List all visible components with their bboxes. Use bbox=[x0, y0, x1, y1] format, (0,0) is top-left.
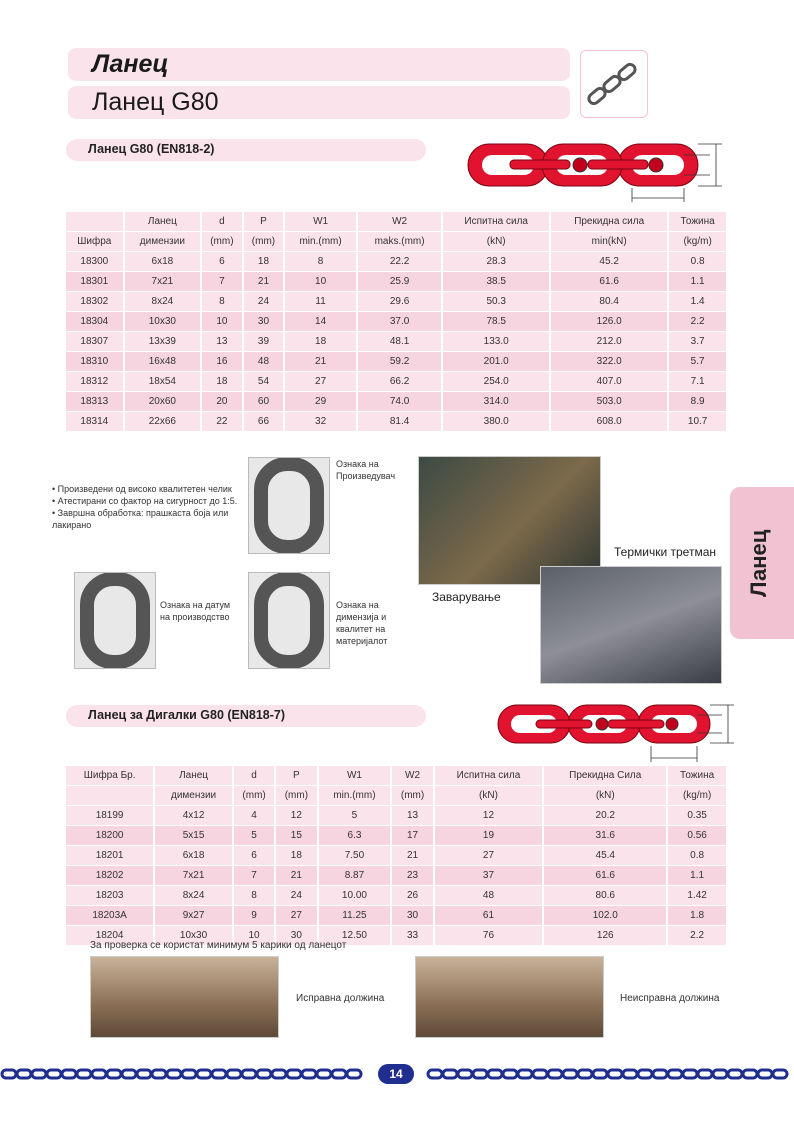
table-2-body bbox=[66, 806, 726, 946]
chain-link-photo-producer bbox=[248, 457, 330, 554]
table-1-cell: 22 bbox=[201, 412, 243, 432]
table-2-cell: 4x12 bbox=[154, 806, 233, 826]
table-row bbox=[66, 372, 726, 392]
table-2-cell: 9 bbox=[233, 906, 275, 926]
chain-link-icon bbox=[653, 1070, 667, 1078]
t2-h1-0: Шифра Бр. bbox=[66, 766, 154, 786]
table-1-cell: 10x30 bbox=[124, 312, 201, 332]
section-1-bar bbox=[66, 139, 426, 161]
correct-length-photo bbox=[90, 956, 279, 1038]
table-row bbox=[66, 806, 726, 826]
chain-link-icon bbox=[152, 1070, 166, 1078]
table-row bbox=[66, 412, 726, 432]
chain-icon bbox=[581, 51, 647, 117]
chain-link-icon bbox=[62, 1070, 76, 1078]
chain-link-icon bbox=[75, 573, 155, 668]
t1-h2-2: (mm) bbox=[201, 232, 243, 252]
table-1-cell: 16x48 bbox=[124, 352, 201, 372]
chain-link-icon bbox=[332, 1070, 346, 1078]
chain-link-icon bbox=[17, 1070, 31, 1078]
table-2-cell: 2.2 bbox=[667, 926, 726, 946]
chain-link-icon bbox=[77, 1070, 91, 1078]
feature-bullet: • Произведени од високо квалитетен челик bbox=[52, 484, 232, 494]
table-1-cell: 1.4 bbox=[668, 292, 726, 312]
chain-link-icon bbox=[287, 1070, 301, 1078]
table-2-cell: 18204 bbox=[66, 926, 154, 946]
table-2-cell: 31.6 bbox=[543, 826, 667, 846]
table-row bbox=[66, 392, 726, 412]
chain-link-icon bbox=[743, 1070, 757, 1078]
chain-link-icon bbox=[47, 1070, 61, 1078]
table-row bbox=[66, 252, 726, 272]
t1-h1-4: W1 bbox=[284, 212, 357, 232]
table-2-cell: 20.2 bbox=[543, 806, 667, 826]
section-2-title: Ланец за Дигалки G80 (EN818-7) bbox=[88, 708, 286, 722]
chain-link-icon bbox=[249, 573, 329, 668]
table-2-cell: 9x27 bbox=[154, 906, 233, 926]
page-subtitle: Ланец G80 bbox=[92, 88, 219, 116]
chain-link-icon bbox=[197, 1070, 211, 1078]
welding-caption: Заварување bbox=[432, 590, 501, 604]
table-2-cell: 80.6 bbox=[543, 886, 667, 906]
t1-h2-0: Шифра bbox=[66, 232, 124, 252]
t1-h2-8: (kg/m) bbox=[668, 232, 726, 252]
chain-link-icon bbox=[548, 1070, 562, 1078]
title-bar bbox=[68, 48, 570, 81]
table-1-cell: 81.4 bbox=[357, 412, 442, 432]
table-2-cell: 6.3 bbox=[318, 826, 392, 846]
table-2-cell: 6 bbox=[233, 846, 275, 866]
table-1-cell: 322.0 bbox=[550, 352, 668, 372]
table-2-cell: 27 bbox=[434, 846, 544, 866]
table-1-cell: 5.7 bbox=[668, 352, 726, 372]
table-1-cell: 608.0 bbox=[550, 412, 668, 432]
table-1-cell: 30 bbox=[243, 312, 285, 332]
table-1-cell: 20x60 bbox=[124, 392, 201, 412]
t2-h1-2: d bbox=[233, 766, 275, 786]
table-1-cell: 24 bbox=[243, 292, 285, 312]
table-1-cell: 10 bbox=[201, 312, 243, 332]
table-2-cell: 126 bbox=[543, 926, 667, 946]
footer-chain-left bbox=[0, 1068, 366, 1080]
table-2-cell: 18199 bbox=[66, 806, 154, 826]
table-2-cell: 7x21 bbox=[154, 866, 233, 886]
table-1-cell: 6x18 bbox=[124, 252, 201, 272]
incorrect-length-photo bbox=[415, 956, 604, 1038]
table-1-cell: 8x24 bbox=[124, 292, 201, 312]
t1-h2-6: (kN) bbox=[442, 232, 550, 252]
t1-h1-0 bbox=[66, 212, 124, 232]
table-1-cell: 66.2 bbox=[357, 372, 442, 392]
table-2-cell: 7.50 bbox=[318, 846, 392, 866]
mark-producer-label: Ознака на Произведувач bbox=[336, 459, 396, 481]
table-1-cell: 18 bbox=[201, 372, 243, 392]
table-2-cell: 33 bbox=[391, 926, 433, 946]
table-1-cell: 37.0 bbox=[357, 312, 442, 332]
table-2-cell: 18 bbox=[275, 846, 317, 866]
table-1-body bbox=[66, 252, 726, 432]
table-1-cell: 18 bbox=[243, 252, 285, 272]
t2-h1-3: P bbox=[275, 766, 317, 786]
table-1-cell: 314.0 bbox=[442, 392, 550, 412]
chain-link-icon bbox=[623, 1070, 637, 1078]
feature-bullet: • Завршна обработка: прашкаста боја или лакирано bbox=[52, 508, 229, 530]
table-1-cell: 7.1 bbox=[668, 372, 726, 392]
table-1-cell: 78.5 bbox=[442, 312, 550, 332]
table-2-cell: 37 bbox=[434, 866, 544, 886]
table-1-cell: 18300 bbox=[66, 252, 124, 272]
t2-h2-6: (kN) bbox=[434, 786, 544, 806]
table-1-cell: 7x21 bbox=[124, 272, 201, 292]
t2-h1-5: W2 bbox=[391, 766, 433, 786]
table-1-cell: 48.1 bbox=[357, 332, 442, 352]
table-1-cell: 28.3 bbox=[442, 252, 550, 272]
chain-link-icon bbox=[713, 1070, 727, 1078]
section-1-title: Ланец G80 (EN818-2) bbox=[88, 142, 215, 156]
table-1-cell: 254.0 bbox=[442, 372, 550, 392]
chain-link-icon bbox=[518, 1070, 532, 1078]
chain-link-icon bbox=[773, 1070, 787, 1078]
table-1-cell: 8 bbox=[284, 252, 357, 272]
chain-logo bbox=[580, 50, 648, 118]
table-row bbox=[66, 846, 726, 866]
table-1-cell: 10 bbox=[284, 272, 357, 292]
table-1-cell: 25.9 bbox=[357, 272, 442, 292]
table-1-cell: 74.0 bbox=[357, 392, 442, 412]
table-1-cell: 7 bbox=[201, 272, 243, 292]
chain-link-icon bbox=[683, 1070, 697, 1078]
table-1-cell: 2.2 bbox=[668, 312, 726, 332]
chain-link-icon bbox=[212, 1070, 226, 1078]
chain-link-icon bbox=[32, 1070, 46, 1078]
table-row bbox=[66, 292, 726, 312]
table-1-cell: 18314 bbox=[66, 412, 124, 432]
table-2-cell: 0.35 bbox=[667, 806, 726, 826]
t2-h1-1: Ланец bbox=[154, 766, 233, 786]
table-row bbox=[66, 312, 726, 332]
table-2-cell: 18203 bbox=[66, 886, 154, 906]
t1-h2-3: (mm) bbox=[243, 232, 285, 252]
table-1-cell: 407.0 bbox=[550, 372, 668, 392]
table-1-cell: 18313 bbox=[66, 392, 124, 412]
chain-link-icon bbox=[608, 1070, 622, 1078]
table-2-cell: 11.25 bbox=[318, 906, 392, 926]
t2-h2-3: (mm) bbox=[275, 786, 317, 806]
t1-h2-7: min(kN) bbox=[550, 232, 668, 252]
table-2-cell: 15 bbox=[275, 826, 317, 846]
table-1-cell: 18312 bbox=[66, 372, 124, 392]
table-2-cell: 5 bbox=[318, 806, 392, 826]
table-2-cell: 10.00 bbox=[318, 886, 392, 906]
table-2-cell: 61 bbox=[434, 906, 544, 926]
chain-link-icon bbox=[302, 1070, 316, 1078]
t1-h2-1: димензии bbox=[124, 232, 201, 252]
t1-h1-8: Тожина bbox=[668, 212, 726, 232]
table-2-header-row-1 bbox=[66, 766, 726, 786]
chain-link-icon bbox=[473, 1070, 487, 1078]
table-2-cell: 21 bbox=[275, 866, 317, 886]
table-1-cell: 80.4 bbox=[550, 292, 668, 312]
chain-link-icon bbox=[317, 1070, 331, 1078]
table-1-cell: 212.0 bbox=[550, 332, 668, 352]
table-row bbox=[66, 332, 726, 352]
table-1-cell: 18 bbox=[284, 332, 357, 352]
table-2-cell: 30 bbox=[275, 926, 317, 946]
spec-table-1 bbox=[66, 212, 726, 432]
table-row bbox=[66, 906, 726, 926]
chain-link-icon bbox=[638, 1070, 652, 1078]
table-1-cell: 10.7 bbox=[668, 412, 726, 432]
table-2-cell: 18203A bbox=[66, 906, 154, 926]
incorrect-length-label: Неисправна должина bbox=[620, 993, 720, 1004]
table-2-cell: 21 bbox=[391, 846, 433, 866]
table-2-cell: 18200 bbox=[66, 826, 154, 846]
table-1-cell: 48 bbox=[243, 352, 285, 372]
chain-link-icon bbox=[728, 1070, 742, 1078]
mark-grade-label: Ознака на димензија и квалитет на материјалот bbox=[336, 600, 388, 646]
t1-h2-5: maks.(mm) bbox=[357, 232, 442, 252]
table-2-cell: 30 bbox=[391, 906, 433, 926]
chain-link-icon bbox=[227, 1070, 241, 1078]
table-1-cell: 54 bbox=[243, 372, 285, 392]
table-1-cell: 380.0 bbox=[442, 412, 550, 432]
table-2-cell: 26 bbox=[391, 886, 433, 906]
table-row bbox=[66, 352, 726, 372]
table-1-cell: 6 bbox=[201, 252, 243, 272]
table-2-cell: 102.0 bbox=[543, 906, 667, 926]
t1-h1-5: W2 bbox=[357, 212, 442, 232]
table-1-cell: 22x66 bbox=[124, 412, 201, 432]
t2-h2-4: min.(mm) bbox=[318, 786, 392, 806]
table-1-cell: 50.3 bbox=[442, 292, 550, 312]
table-1-cell: 60 bbox=[243, 392, 285, 412]
table-2-cell: 17 bbox=[391, 826, 433, 846]
chain-link-icon bbox=[182, 1070, 196, 1078]
table-1-cell: 59.2 bbox=[357, 352, 442, 372]
table-2-cell: 27 bbox=[275, 906, 317, 926]
t2-h1-7: Прекидна Сила bbox=[543, 766, 667, 786]
table-2-cell: 8.87 bbox=[318, 866, 392, 886]
page-number: 14 bbox=[378, 1064, 414, 1084]
check-note: За проверка се користат минимум 5 карики од ланецот bbox=[90, 940, 347, 951]
t1-h1-1: Ланец bbox=[124, 212, 201, 232]
table-1-cell: 201.0 bbox=[442, 352, 550, 372]
table-1-cell: 3.7 bbox=[668, 332, 726, 352]
footer-chain-right bbox=[426, 1068, 794, 1080]
chain-link-icon bbox=[272, 1070, 286, 1078]
table-1-cell: 38.5 bbox=[442, 272, 550, 292]
chain-link-icon bbox=[92, 1070, 106, 1078]
table-1-cell: 66 bbox=[243, 412, 285, 432]
features-list bbox=[52, 483, 244, 531]
table-2-cell: 5x15 bbox=[154, 826, 233, 846]
t2-h2-0 bbox=[66, 786, 154, 806]
chain-link-icon bbox=[347, 1070, 361, 1078]
table-1-cell: 27 bbox=[284, 372, 357, 392]
subtitle-bar bbox=[68, 86, 570, 119]
chain-link-icon bbox=[428, 1070, 442, 1078]
t2-h2-1: димензии bbox=[154, 786, 233, 806]
feature-bullet: • Атестирани со фактор на сигурност до 1:5. bbox=[52, 496, 238, 506]
table-2-cell: 12 bbox=[275, 806, 317, 826]
side-tab-label: Ланец bbox=[746, 529, 771, 597]
t2-h2-5: (mm) bbox=[391, 786, 433, 806]
table-1-cell: 13x39 bbox=[124, 332, 201, 352]
table-1-cell: 22.2 bbox=[357, 252, 442, 272]
side-tab bbox=[730, 487, 794, 639]
chain-link-icon bbox=[488, 1070, 502, 1078]
table-1-cell: 133.0 bbox=[442, 332, 550, 352]
table-row bbox=[66, 272, 726, 292]
table-2-cell: 18202 bbox=[66, 866, 154, 886]
table-2-cell: 8 bbox=[233, 886, 275, 906]
table-2-cell: 1.42 bbox=[667, 886, 726, 906]
table-1-cell: 21 bbox=[243, 272, 285, 292]
t2-h1-4: W1 bbox=[318, 766, 392, 786]
t2-h2-8: (kg/m) bbox=[667, 786, 726, 806]
table-1-cell: 13 bbox=[201, 332, 243, 352]
spec-table-2 bbox=[66, 766, 726, 946]
t1-h2-4: min.(mm) bbox=[284, 232, 357, 252]
table-2-cell: 7 bbox=[233, 866, 275, 886]
table-2-cell: 1.8 bbox=[667, 906, 726, 926]
table-2-cell: 10 bbox=[233, 926, 275, 946]
table-2-header-row-2 bbox=[66, 786, 726, 806]
table-1-cell: 61.6 bbox=[550, 272, 668, 292]
heat-treatment-photo bbox=[540, 566, 722, 684]
table-2-cell: 48 bbox=[434, 886, 544, 906]
t1-h1-6: Испитна сила bbox=[442, 212, 550, 232]
table-1-cell: 18301 bbox=[66, 272, 124, 292]
chain-link-icon bbox=[533, 1070, 547, 1078]
table-2-cell: 18201 bbox=[66, 846, 154, 866]
chain-link-icon bbox=[563, 1070, 577, 1078]
t1-h1-7: Прекидна сила bbox=[550, 212, 668, 232]
heat-treatment-caption: Термички третман bbox=[614, 545, 716, 559]
table-2-cell: 1.1 bbox=[667, 866, 726, 886]
t1-h1-2: d bbox=[201, 212, 243, 232]
chain-link-icon bbox=[758, 1070, 772, 1078]
table-1-cell: 29.6 bbox=[357, 292, 442, 312]
table-2-cell: 4 bbox=[233, 806, 275, 826]
table-2-cell: 6x18 bbox=[154, 846, 233, 866]
table-2-cell: 24 bbox=[275, 886, 317, 906]
chain-link-icon bbox=[593, 1070, 607, 1078]
table-2-cell: 23 bbox=[391, 866, 433, 886]
chain-link-icon bbox=[257, 1070, 271, 1078]
table-2-cell: 12.50 bbox=[318, 926, 392, 946]
table-1-cell: 11 bbox=[284, 292, 357, 312]
table-2-cell: 5 bbox=[233, 826, 275, 846]
chain-link-icon bbox=[242, 1070, 256, 1078]
table-row bbox=[66, 886, 726, 906]
t2-h1-6: Испитна сила bbox=[434, 766, 544, 786]
t2-h2-2: (mm) bbox=[233, 786, 275, 806]
table-1-cell: 14 bbox=[284, 312, 357, 332]
table-2-cell: 45.4 bbox=[543, 846, 667, 866]
t1-h1-3: P bbox=[243, 212, 285, 232]
table-1-cell: 0.8 bbox=[668, 252, 726, 272]
mark-date-label: Ознака на датум на производство bbox=[160, 600, 231, 622]
table-1-cell: 45.2 bbox=[550, 252, 668, 272]
table-1-cell: 29 bbox=[284, 392, 357, 412]
table-2-cell: 10x30 bbox=[154, 926, 233, 946]
table-row bbox=[66, 866, 726, 886]
table-1-cell: 32 bbox=[284, 412, 357, 432]
table-1-cell: 18310 bbox=[66, 352, 124, 372]
chain-link-icon bbox=[698, 1070, 712, 1078]
chain-link-icon bbox=[578, 1070, 592, 1078]
chain-link-icon bbox=[443, 1070, 457, 1078]
table-1-cell: 8.9 bbox=[668, 392, 726, 412]
table-1-header-row-1 bbox=[66, 212, 726, 232]
chain-link-icon bbox=[2, 1070, 16, 1078]
chain-link-icon bbox=[249, 458, 329, 553]
table-1-cell: 18302 bbox=[66, 292, 124, 312]
table-2-cell: 19 bbox=[434, 826, 544, 846]
section-2-bar bbox=[66, 705, 426, 727]
chain-link-icon bbox=[668, 1070, 682, 1078]
table-1-cell: 20 bbox=[201, 392, 243, 412]
correct-length-label: Исправна должина bbox=[296, 993, 385, 1004]
chain-link-icon bbox=[137, 1070, 151, 1078]
table-1-cell: 18307 bbox=[66, 332, 124, 352]
chain-link-icon bbox=[167, 1070, 181, 1078]
t2-h2-7: (kN) bbox=[543, 786, 667, 806]
table-2-cell: 76 bbox=[434, 926, 544, 946]
chain-link-icon bbox=[458, 1070, 472, 1078]
table-1-cell: 1.1 bbox=[668, 272, 726, 292]
chain-diagram-1 bbox=[460, 136, 735, 206]
table-2-cell: 61.6 bbox=[543, 866, 667, 886]
table-1-cell: 16 bbox=[201, 352, 243, 372]
table-1-cell: 503.0 bbox=[550, 392, 668, 412]
chain-link-icon bbox=[503, 1070, 517, 1078]
table-row bbox=[66, 826, 726, 846]
page-title: Ланец bbox=[92, 50, 169, 78]
table-1-cell: 8 bbox=[201, 292, 243, 312]
table-1-cell: 18304 bbox=[66, 312, 124, 332]
table-1-cell: 126.0 bbox=[550, 312, 668, 332]
table-1-header-row-2 bbox=[66, 232, 726, 252]
table-1-cell: 39 bbox=[243, 332, 285, 352]
t2-h1-8: Тожина bbox=[667, 766, 726, 786]
chain-diagram-2 bbox=[490, 700, 745, 766]
table-1-cell: 21 bbox=[284, 352, 357, 372]
chain-link-photo-grade bbox=[248, 572, 330, 669]
chain-link-icon bbox=[122, 1070, 136, 1078]
table-2-cell: 0.56 bbox=[667, 826, 726, 846]
table-2-cell: 12 bbox=[434, 806, 544, 826]
table-2-cell: 8x24 bbox=[154, 886, 233, 906]
chain-link-photo-date bbox=[74, 572, 156, 669]
table-1-cell: 18x54 bbox=[124, 372, 201, 392]
table-2-cell: 13 bbox=[391, 806, 433, 826]
chain-link-icon bbox=[107, 1070, 121, 1078]
table-2-cell: 0.8 bbox=[667, 846, 726, 866]
